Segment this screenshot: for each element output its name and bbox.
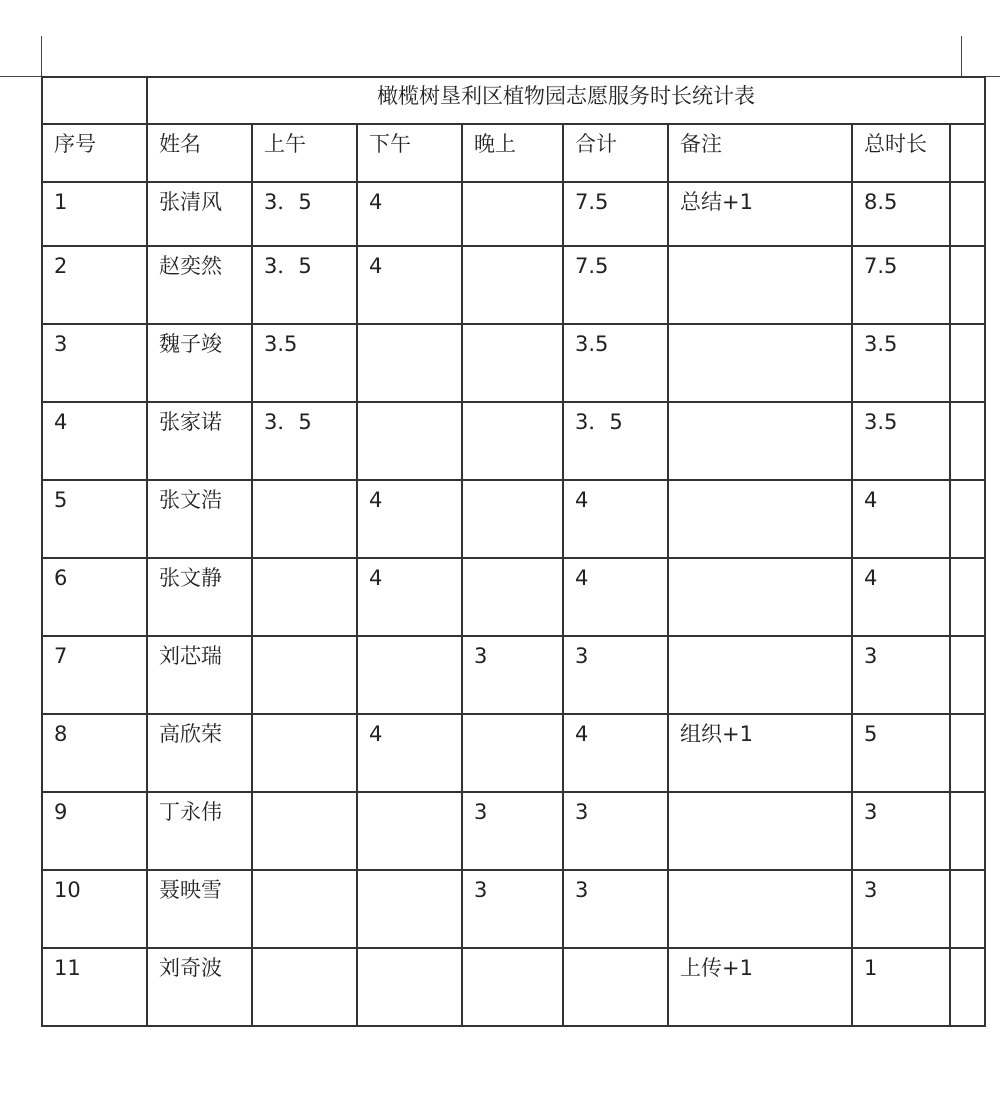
cell-name: 张清风 (147, 182, 252, 246)
table-row (42, 246, 985, 324)
cell-morning (252, 714, 357, 792)
header-cell-afternoon: 下午 (357, 124, 462, 182)
cell-name: 高欣荣 (147, 714, 252, 792)
cell-evening: 3 (462, 636, 563, 714)
cell-subtotal: 4 (563, 714, 668, 792)
cell-name: 张文静 (147, 558, 252, 636)
cell-remarks (668, 792, 852, 870)
cell-index: 8 (42, 714, 147, 792)
cell-total-hours: 4 (852, 480, 950, 558)
cell-afternoon (357, 402, 462, 480)
header-cell-index: 序号 (42, 124, 147, 182)
cell-remarks (668, 636, 852, 714)
cell-name: 张文浩 (147, 480, 252, 558)
table-row (42, 636, 985, 714)
cell-extra (950, 948, 985, 1026)
cell-index: 11 (42, 948, 147, 1026)
header-cell-subtotal: 合计 (563, 124, 668, 182)
cell-evening (462, 948, 563, 1026)
cell-extra (950, 324, 985, 402)
cell-index: 5 (42, 480, 147, 558)
cell-morning: 3．5 (252, 182, 357, 246)
page-margin-line (961, 36, 962, 76)
cell-subtotal: 4 (563, 480, 668, 558)
cell-subtotal: 7.5 (563, 182, 668, 246)
cell-total-hours: 3.5 (852, 402, 950, 480)
table-row (42, 870, 985, 948)
cell-subtotal: 4 (563, 558, 668, 636)
cell-morning (252, 558, 357, 636)
cell-subtotal: 3．5 (563, 402, 668, 480)
cell-total-hours: 4 (852, 558, 950, 636)
cell-evening: 3 (462, 870, 563, 948)
cell-remarks (668, 558, 852, 636)
table-title: 橄榄树垦利区植物园志愿服务时长统计表 (147, 77, 985, 124)
cell-name: 刘奇波 (147, 948, 252, 1026)
cell-morning: 3.5 (252, 324, 357, 402)
table-row (42, 948, 985, 1026)
cell-total-hours: 1 (852, 948, 950, 1026)
header-cell-total-hours: 总时长 (852, 124, 950, 182)
cell-index: 6 (42, 558, 147, 636)
cell-subtotal: 7.5 (563, 246, 668, 324)
cell-name: 刘芯瑞 (147, 636, 252, 714)
table-row (42, 714, 985, 792)
cell-index: 3 (42, 324, 147, 402)
cell-afternoon: 4 (357, 558, 462, 636)
cell-total-hours: 3 (852, 870, 950, 948)
header-row (42, 124, 985, 182)
cell-total-hours: 3 (852, 636, 950, 714)
table-row (42, 480, 985, 558)
cell-evening (462, 480, 563, 558)
cell-remarks (668, 324, 852, 402)
page-margin-line (41, 36, 42, 76)
cell-morning (252, 870, 357, 948)
header-cell-morning: 上午 (252, 124, 357, 182)
cell-evening (462, 714, 563, 792)
cell-remarks (668, 480, 852, 558)
cell-index: 9 (42, 792, 147, 870)
cell-total-hours: 3.5 (852, 324, 950, 402)
cell-afternoon: 4 (357, 480, 462, 558)
cell-afternoon (357, 792, 462, 870)
table-row (42, 558, 985, 636)
cell-extra (950, 714, 985, 792)
cell-afternoon (357, 870, 462, 948)
cell-extra (950, 246, 985, 324)
cell-subtotal (563, 948, 668, 1026)
volunteer-hours-table (41, 76, 986, 1027)
header-cell-name: 姓名 (147, 124, 252, 182)
cell-total-hours: 8.5 (852, 182, 950, 246)
cell-index: 2 (42, 246, 147, 324)
cell-name: 聂映雪 (147, 870, 252, 948)
cell-afternoon (357, 948, 462, 1026)
cell-name: 魏子竣 (147, 324, 252, 402)
cell-extra (950, 558, 985, 636)
cell-name: 丁永伟 (147, 792, 252, 870)
cell-afternoon (357, 636, 462, 714)
table-row (42, 182, 985, 246)
cell-morning (252, 948, 357, 1026)
cell-total-hours: 7.5 (852, 246, 950, 324)
cell-evening (462, 402, 563, 480)
cell-morning: 3．5 (252, 402, 357, 480)
cell-remarks: 上传+1 (668, 948, 852, 1026)
cell-subtotal: 3.5 (563, 324, 668, 402)
cell-afternoon: 4 (357, 246, 462, 324)
cell-remarks: 总结+1 (668, 182, 852, 246)
cell-extra (950, 636, 985, 714)
cell-morning (252, 792, 357, 870)
cell-morning (252, 636, 357, 714)
cell-extra (950, 792, 985, 870)
cell-remarks (668, 402, 852, 480)
cell-subtotal: 3 (563, 792, 668, 870)
table-row (42, 402, 985, 480)
cell-morning: 3．5 (252, 246, 357, 324)
header-cell-remarks: 备注 (668, 124, 852, 182)
cell-total-hours: 3 (852, 792, 950, 870)
header-cell-evening: 晚上 (462, 124, 563, 182)
cell-name: 张家诺 (147, 402, 252, 480)
cell-afternoon: 4 (357, 182, 462, 246)
cell-evening (462, 246, 563, 324)
table-cell (42, 77, 147, 124)
header-cell-extra (950, 124, 985, 182)
cell-extra (950, 182, 985, 246)
cell-remarks: 组织+1 (668, 714, 852, 792)
cell-evening (462, 182, 563, 246)
table-row (42, 792, 985, 870)
cell-total-hours: 5 (852, 714, 950, 792)
table-row (42, 324, 985, 402)
cell-index: 1 (42, 182, 147, 246)
cell-index: 4 (42, 402, 147, 480)
cell-morning (252, 480, 357, 558)
cell-extra (950, 480, 985, 558)
cell-index: 10 (42, 870, 147, 948)
cell-afternoon: 4 (357, 714, 462, 792)
cell-subtotal: 3 (563, 636, 668, 714)
cell-remarks (668, 870, 852, 948)
cell-afternoon (357, 324, 462, 402)
cell-remarks (668, 246, 852, 324)
cell-evening: 3 (462, 792, 563, 870)
cell-subtotal: 3 (563, 870, 668, 948)
cell-name: 赵奕然 (147, 246, 252, 324)
title-row (42, 77, 985, 124)
cell-index: 7 (42, 636, 147, 714)
cell-evening (462, 324, 563, 402)
cell-extra (950, 402, 985, 480)
cell-evening (462, 558, 563, 636)
cell-extra (950, 870, 985, 948)
